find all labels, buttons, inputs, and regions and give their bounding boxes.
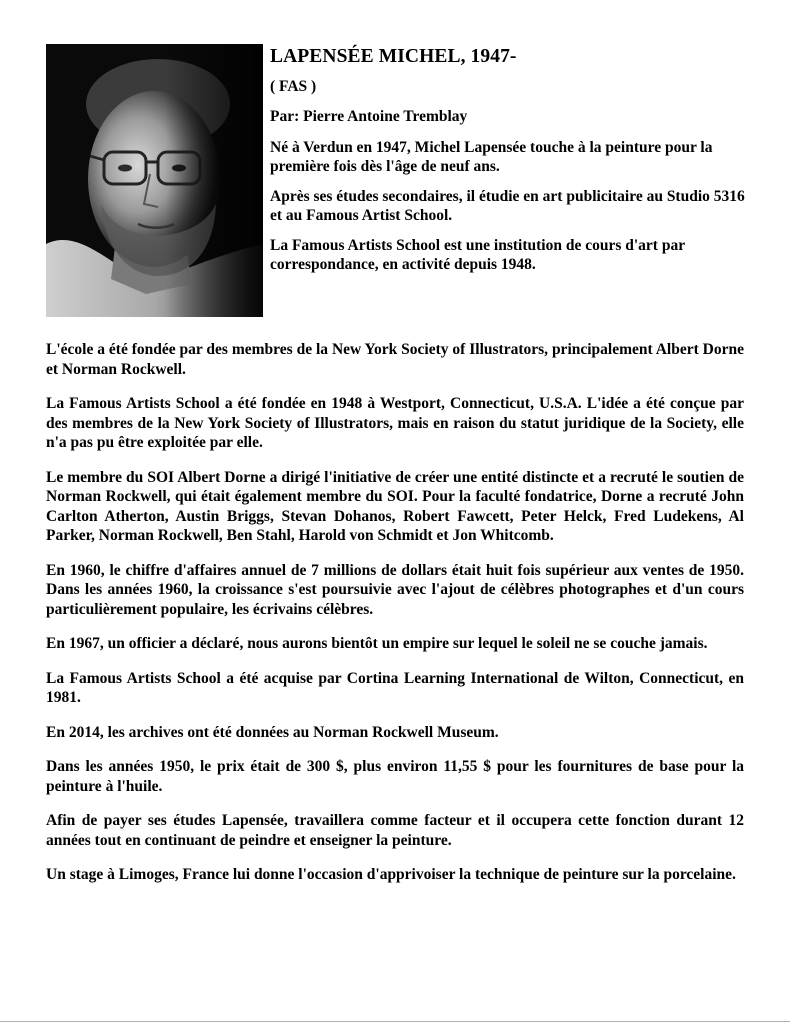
body-paragraph: L'école a été fondée par des membres de la New York Society of Illustrators, principalement Albert Dorne et Norman Rockwell. — [46, 341, 744, 378]
body-paragraph: La Famous Artists School a été fondée en 1948 à Westport, Connecticut, U.S.A. L'idée a été conçue par des membres de la New York Society of Illustrators, mais en raison du statut juridique de la Society, elle n'a pas pu être exploitée par elle. — [46, 395, 744, 451]
header-block — [270, 46, 748, 285]
body-paragraph: En 2014, les archives ont été données au Norman Rockwell Museum. — [46, 723, 499, 741]
body-paragraph: Un stage à Limoges, France lui donne l'occasion d'apprivoiser la technique de peinture sur la porcelaine. — [46, 866, 736, 883]
intro-paragraph: Après ses études secondaires, il étudie en art publicitaire au Studio 5316 et au Famous Artist School. — [270, 188, 745, 224]
author-line: Par: Pierre Antoine Tremblay — [270, 108, 468, 125]
body-paragraph: En 1960, le chiffre d'affaires annuel de 7 millions de dollars était huit fois supérieur aux ventes de 1950. Dans les années 1960, la croissance s'est poursuivie avec l'ajout de célèbres photographes et d'un cours particulièrement populaire, les écrivains célèbres. — [46, 561, 744, 618]
body-paragraph: La Famous Artists School a été acquise par Cortina Learning International de Wilton, Connecticut, en 1981. — [46, 669, 744, 706]
intro-paragraph: Né à Verdun en 1947, Michel Lapensée touche à la peinture pour la première fois dès l'âge de neuf ans. — [270, 139, 713, 175]
body-text — [46, 340, 744, 900]
page-title: LAPENSÉE MICHEL, 1947- — [270, 46, 517, 67]
page-bottom-edge — [0, 1021, 790, 1022]
body-paragraph: Le membre du SOI Albert Dorne a dirigé l'initiative de créer une entité distincte et a recruté le soutien de Norman Rockwell, qui était également membre du SOI. Pour la faculté fondatrice, Dorne a recruté John Carlton Atherton, Austin Briggs, Stevan Dohanos, Robert Fawcett, Peter Helck, Fred Ludekens, Al Parker, Norman Rockwell, Ben Stahl, Harold von Schmidt et Jon Whitcomb. — [46, 468, 744, 544]
intro-paragraph: La Famous Artists School est une institution de cours d'art par correspondance, en activité depuis 1948. — [270, 237, 685, 273]
body-paragraph: En 1967, un officier a déclaré, nous aurons bientôt un empire sur lequel le soleil ne se couche jamais. — [46, 635, 708, 652]
subtitle-fas: ( FAS ) — [270, 78, 317, 95]
body-paragraph: Dans les années 1950, le prix était de 300 $, plus environ 11,55 $ pour les fournitures de base pour la peinture à l'huile. — [46, 758, 744, 795]
portrait-photo — [46, 44, 263, 317]
body-paragraph: Afin de payer ses études Lapensée, travaillera comme facteur et il occupera cette fonction durant 12 années tout en continuant de peindre et enseigner la peinture. — [46, 812, 744, 849]
